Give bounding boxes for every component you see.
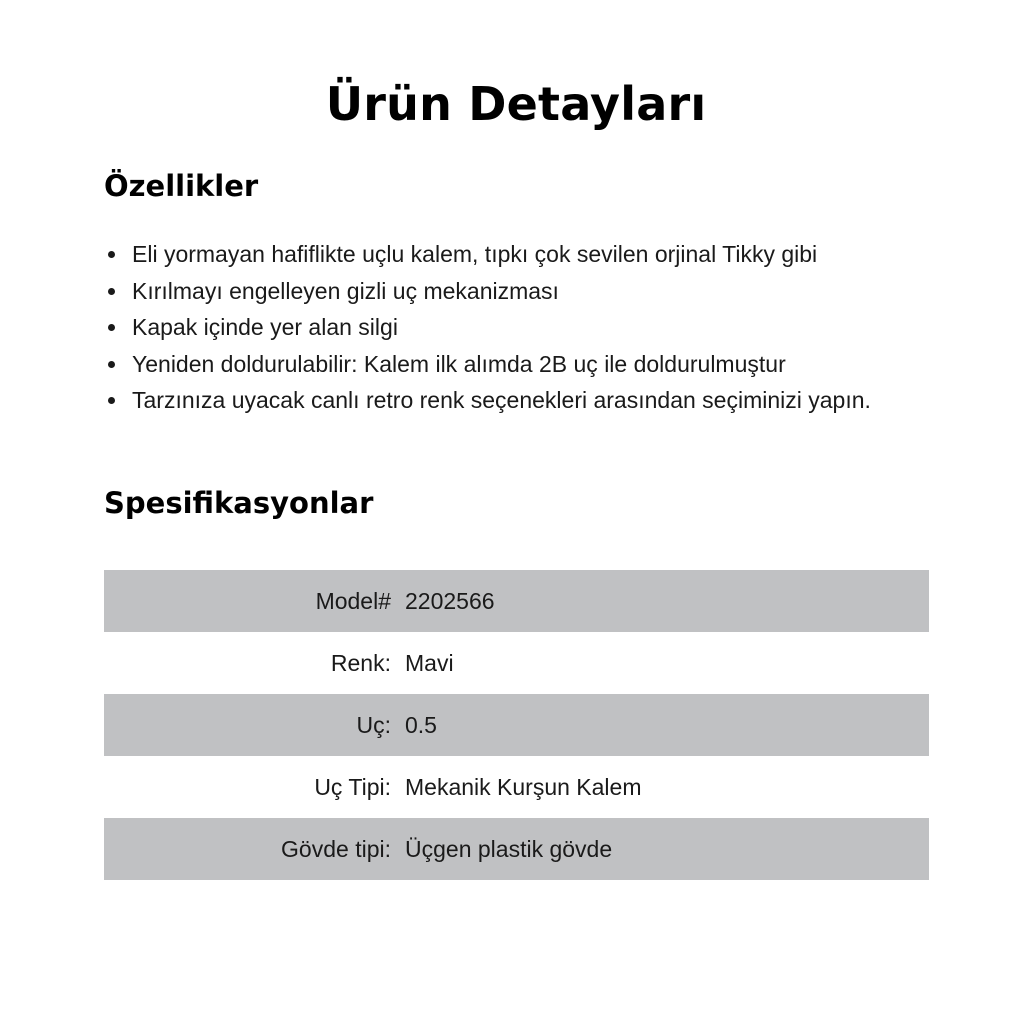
- spec-row-tip-type: [104, 756, 929, 818]
- feature-text: Tarzınıza uyacak canlı retro renk seçenekleri arasından seçiminizi yapın.: [132, 387, 871, 413]
- spec-label: Model#: [315, 587, 391, 614]
- bullet-icon: [108, 397, 115, 404]
- spec-row-body-type: [104, 818, 929, 880]
- feature-text: Kapak içinde yer alan silgi: [132, 314, 398, 340]
- spec-label: Uç:: [356, 711, 391, 738]
- spec-value: Üçgen plastik gövde: [405, 835, 613, 862]
- feature-item: [104, 309, 984, 346]
- bullet-icon: [108, 288, 115, 295]
- feature-list: [104, 236, 984, 419]
- feature-text: Kırılmayı engelleyen gizli uç mekanizması: [132, 277, 559, 304]
- feature-text: Eli yormayan hafiflikte uçlu kalem, tıpkı çok sevilen orjinal Tikky gibi: [132, 241, 818, 267]
- spec-row-tip: [104, 694, 929, 756]
- feature-item: [104, 273, 984, 310]
- feature-item: [104, 236, 984, 273]
- spec-value: Mekanik Kurşun Kalem: [405, 773, 642, 800]
- bullet-icon: [108, 251, 115, 258]
- specs-heading: Spesifikasyonlar: [104, 486, 374, 520]
- bullet-icon: [108, 324, 115, 331]
- spec-label: Renk:: [330, 649, 391, 676]
- spec-value: Mavi: [405, 649, 454, 676]
- features-heading: Özellikler: [104, 169, 259, 203]
- spec-table: [104, 570, 929, 880]
- spec-label: Uç Tipi:: [314, 773, 391, 800]
- feature-item: [104, 346, 984, 383]
- feature-text: Yeniden doldurulabilir: Kalem ilk alımda 2B uç ile doldurulmuştur: [132, 350, 786, 377]
- spec-label: Gövde tipi:: [281, 835, 391, 862]
- bullet-icon: [108, 361, 115, 368]
- page-title: Ürün Detayları: [325, 77, 707, 131]
- spec-value: 0.5: [405, 711, 437, 738]
- spec-row-color: [104, 632, 929, 694]
- spec-value: 2202566: [405, 587, 495, 614]
- spec-row-model: [104, 570, 929, 632]
- feature-item: [104, 382, 984, 419]
